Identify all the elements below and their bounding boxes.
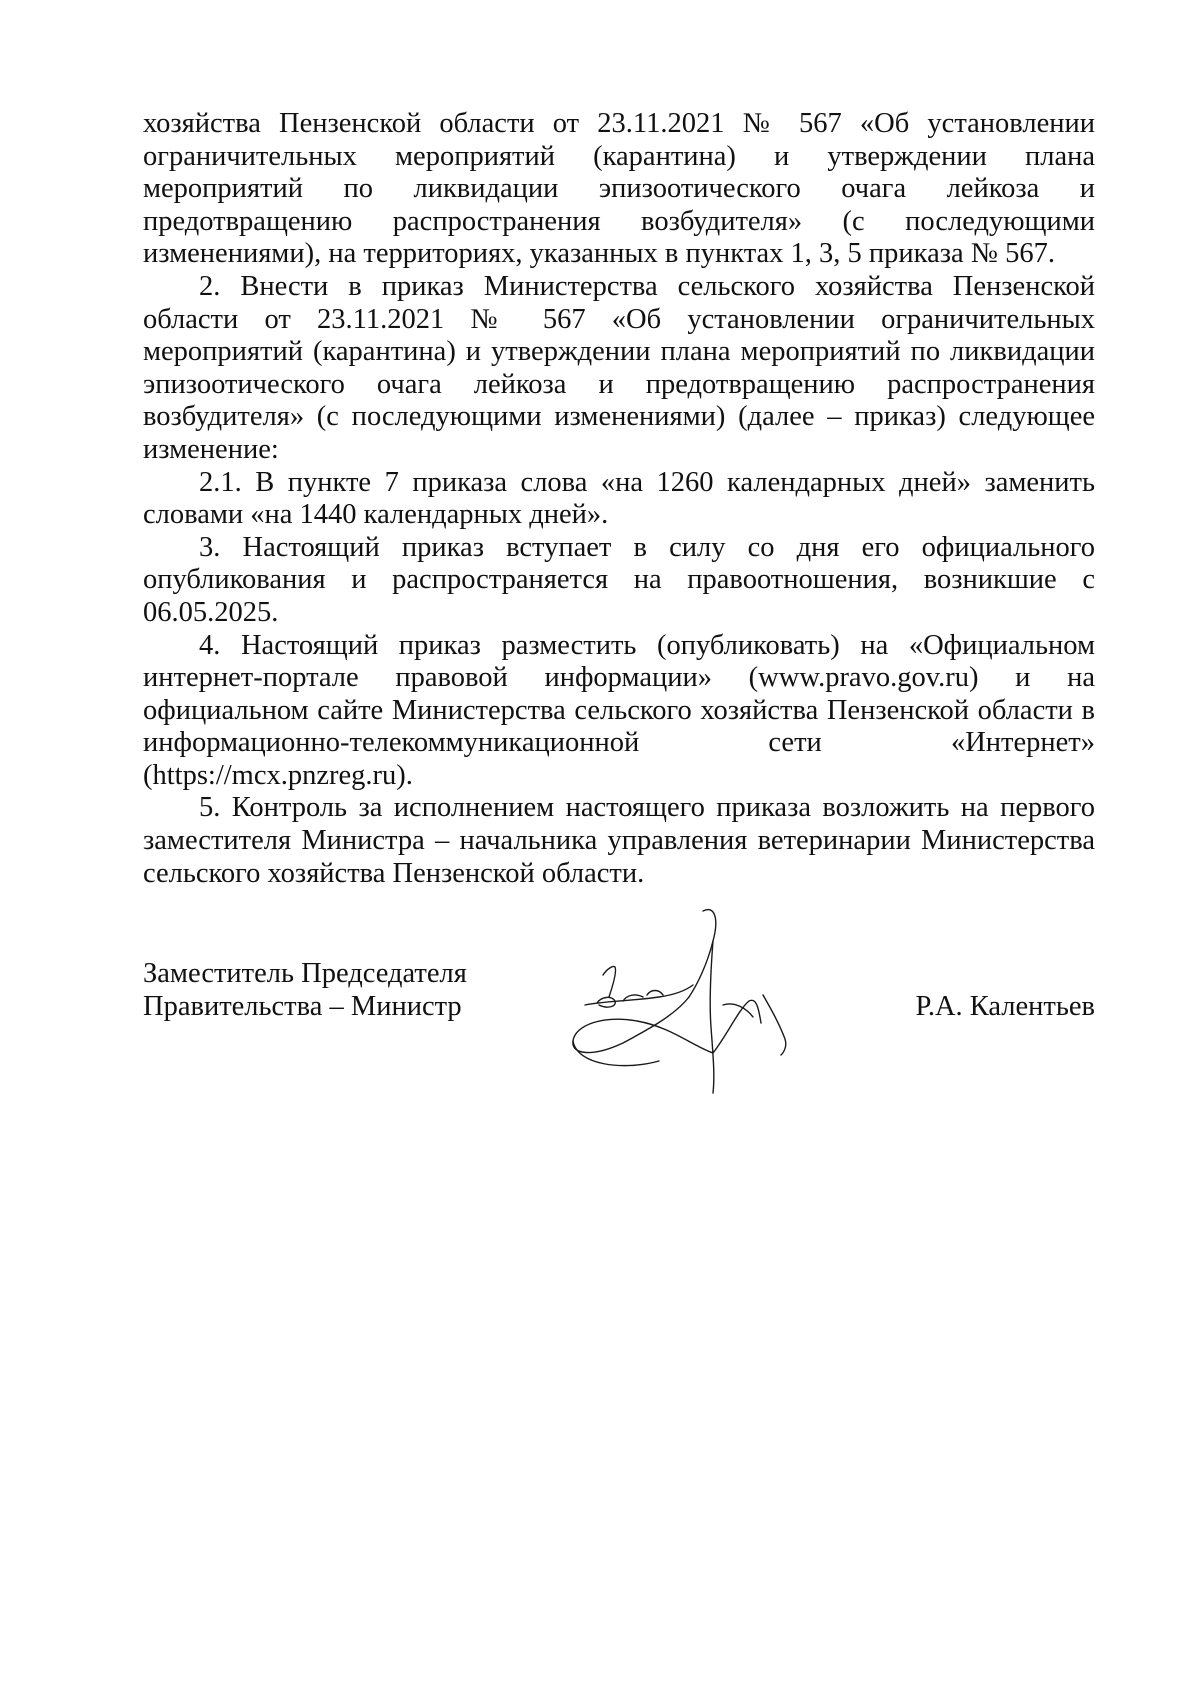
paragraph-continuation: хозяйства Пензенской области от 23.11.2021 № 567 «Об установлении ограничительных мероприятий (карантина) и утверждении плана мероприятий по ликвидации эпизоотического очага лейкоза и предотвращению распространения возбудителя» (с последующими изменениями), на территориях, указанных в пунктах 1, 3, 5 приказа № 567. <box>143 108 1095 270</box>
signatory-position-line-1: Заместитель Председателя <box>143 958 467 989</box>
handwritten-signature-image <box>563 905 823 1095</box>
signatory-position-line-2: Правительства – Министр <box>143 991 462 1022</box>
paragraph-item-4: 4. Настоящий приказ разместить (опубликовать) на «Официальном интернет-портале правовой информации» (www.pravo.gov.ru) и на официальном сайте Министерства сельского хозяйства Пензенской области в информационно-телекоммуникационной сети «Интернет» (https://mcx.pnzreg.ru). <box>143 629 1095 791</box>
paragraph-item-3: 3. Настоящий приказ вступает в силу со дня его официального опубликования и распространяется на правоотношения, возникшие с 06.05.2025. <box>143 531 1095 628</box>
paragraph-item-2-1: 2.1. В пункте 7 приказа слова «на 1260 календарных дней» заменить словами «на 1440 календарных дней». <box>143 466 1095 531</box>
paragraph-item-2: 2. Внести в приказ Министерства сельского хозяйства Пензенской области от 23.11.2021 № 567 «Об установлении ограничительных мероприятий (карантина) и утверждении плана мероприятий по ликвидации эпизоотического очага лейкоза и предотвращению распространения возбудителя» (с последующими изменениями) (далее – приказ) следующее изменение: <box>143 270 1095 465</box>
signatory-name: Р.А. Калентьев <box>915 991 1095 1022</box>
signatory-position <box>143 957 467 1023</box>
paragraph-item-5: 5. Контроль за исполнением настоящего приказа возложить на первого заместителя Министра – начальника управления ветеринарии Министерства сельского хозяйства Пензенской области. <box>143 792 1095 889</box>
document-body <box>143 108 1095 890</box>
signature-block <box>143 957 1095 1097</box>
